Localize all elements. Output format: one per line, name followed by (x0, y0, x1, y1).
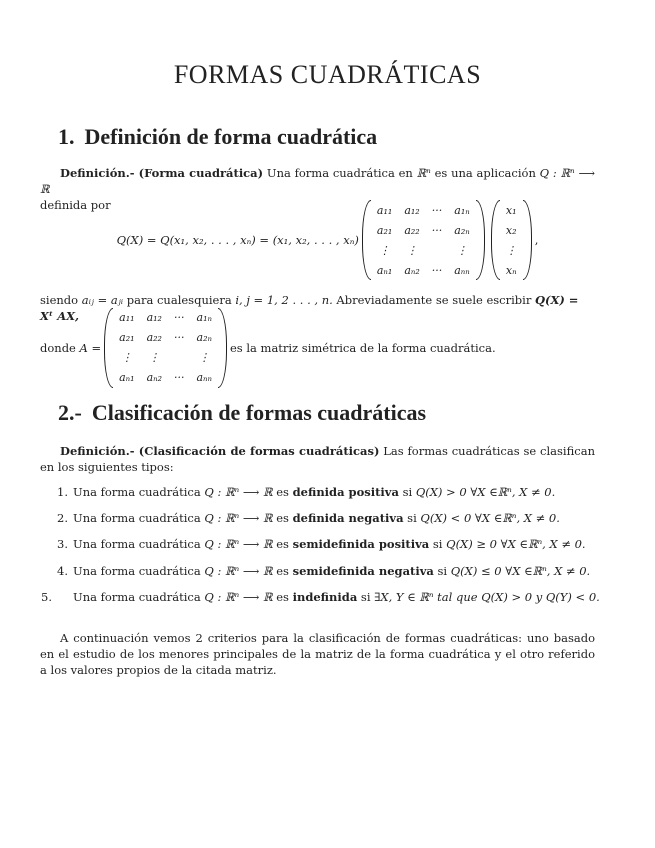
text: Una forma cuadrática (73, 511, 205, 525)
condition: ∃X, Y ∈ ℝⁿ tal que Q(X) > 0 y Q(Y) < 0. (374, 590, 600, 604)
variable-vector (491, 200, 532, 280)
coefficient-matrix (362, 200, 485, 280)
section-number: 1. (58, 124, 75, 149)
quadratic-form-equation (0, 200, 655, 280)
matrix-entry: a₂ₙ (196, 331, 212, 344)
item-number: 3. (57, 537, 68, 551)
list-item (41, 589, 611, 605)
matrix-entry: a₁₂ (404, 203, 420, 217)
form-type: indefinida (292, 590, 358, 604)
text: Una forma cuadrática (73, 564, 205, 578)
matrix-entry: aₙₙ (454, 263, 470, 277)
text: es la matriz simétrica de la forma cuadrática. (229, 341, 496, 355)
text: siendo (40, 293, 82, 307)
comma: , (534, 233, 539, 247)
list-item (57, 563, 595, 579)
matrix-entry (168, 348, 191, 368)
math: ℝⁿ (416, 166, 431, 180)
matrix-entry: ··· (174, 371, 185, 384)
text: es (272, 537, 293, 551)
text: es (272, 511, 293, 525)
matrix-definition (40, 308, 595, 388)
text: Abreviadamente se suele escribir (332, 293, 535, 307)
form-type: semidefinida positiva (292, 537, 430, 551)
matrix-entry: a₁ₙ (454, 203, 470, 217)
matrix-entry: a₂₂ (146, 331, 162, 344)
definition-label: Definición.- (Forma cuadrática) (60, 166, 264, 180)
matrix-entry: aₙ₂ (146, 371, 162, 384)
matrix-entry: x₂ (505, 223, 517, 237)
math: Q : ℝⁿ ⟶ ℝ (204, 485, 273, 499)
matrix-entry: aₙ₂ (404, 263, 420, 277)
matrix-entry: a₂ₙ (454, 223, 470, 237)
text: donde (40, 341, 76, 355)
definition-2 (40, 443, 595, 475)
matrix-entry: a₁₁ (376, 203, 393, 217)
section-2-heading (58, 400, 426, 426)
condition: Q(X) ≥ 0 ∀X ∈ℝⁿ, X ≠ 0. (446, 537, 586, 551)
matrix-entry: ⋮ (148, 351, 160, 364)
math: Q : ℝⁿ ⟶ ℝ (204, 590, 273, 604)
matrix-entry: ··· (431, 203, 443, 217)
item-number: 5. (41, 590, 52, 604)
matrix-entry: aₙₙ (196, 371, 212, 384)
form-type: semidefinida negativa (292, 564, 434, 578)
matrix-entry: ⋮ (121, 351, 133, 364)
list-item (57, 510, 595, 526)
item-number: 4. (57, 564, 68, 578)
text: Una forma cuadrática (73, 485, 205, 499)
matrix-entry: xₙ (505, 263, 517, 277)
text: es una aplicación (430, 166, 540, 180)
condition: Q(X) ≤ 0 ∀X ∈ℝⁿ, X ≠ 0. (450, 564, 591, 578)
math: A = (79, 341, 102, 355)
math: Q : ℝⁿ ⟶ ℝ (204, 511, 273, 525)
text: si (403, 511, 421, 525)
list-item (57, 484, 595, 500)
text: si (357, 590, 375, 604)
condition: Q(X) > 0 ∀X ∈ℝⁿ, X ≠ 0. (415, 485, 556, 499)
document-title: FORMAS CUADRÁTICAS (173, 60, 482, 89)
text: para cualesquiera (123, 293, 236, 307)
definition-label: Definición.- (Clasificación de formas cuadráticas) (60, 444, 380, 458)
math: Q : ℝⁿ ⟶ ℝ (204, 537, 273, 551)
matrix-entry (426, 240, 449, 260)
text: Una forma cuadrática (73, 537, 205, 551)
matrix-entry: ··· (174, 331, 185, 344)
matrix-entry: a₂₁ (119, 331, 135, 344)
condition: Q(X) < 0 ∀X ∈ℝⁿ, X ≠ 0. (420, 511, 560, 525)
matrix-entry: ··· (174, 311, 185, 324)
matrix-entry: ⋮ (456, 243, 468, 257)
text: Las formas cuadráticas se clasifican en los siguientes tipos: (40, 444, 595, 474)
matrix-entry: a₂₁ (376, 223, 393, 237)
math: Q : ℝⁿ ⟶ ℝ (40, 166, 595, 196)
text: es (272, 564, 293, 578)
text: definida por (40, 198, 111, 212)
math: Q : ℝⁿ ⟶ ℝ (204, 564, 273, 578)
matrix-entry: a₁₁ (119, 311, 135, 324)
equation-lhs: Q(X) = Q(x₁, x₂, . . . , xₙ) = (x₁, x₂, . . . , xₙ) (116, 233, 359, 247)
section-number: 2.- (58, 400, 82, 425)
text: Una forma cuadrática en (266, 166, 417, 180)
section-1-heading (58, 124, 377, 150)
text: si (433, 564, 451, 578)
matrix-entry: ⋮ (505, 243, 517, 257)
matrix-entry: ⋮ (379, 243, 391, 257)
math: Q(X) = Xᵗ AX, (40, 293, 579, 323)
item-number: 2. (57, 511, 68, 525)
matrix-entry: aₙ₁ (119, 371, 135, 384)
matrix-entry: a₂₂ (404, 223, 420, 237)
symmetric-matrix (104, 308, 227, 388)
text: si (398, 485, 416, 499)
matrix-entry: a₁₂ (146, 311, 162, 324)
item-number: 1. (57, 485, 68, 499)
form-type: definida negativa (292, 511, 404, 525)
text: Una forma cuadrática (73, 590, 205, 604)
form-type: definida positiva (292, 485, 399, 499)
matrix-entry: ⋮ (406, 243, 418, 257)
math: i, j = 1, 2 . . . , n. (235, 293, 333, 307)
matrix-entry: ··· (431, 263, 443, 277)
matrix-entry: x₁ (505, 203, 517, 217)
list-item (57, 536, 595, 552)
text: si (429, 537, 447, 551)
matrix-entry: aₙ₁ (376, 263, 393, 277)
text: es (272, 590, 293, 604)
math: aᵢⱼ = aⱼᵢ (81, 293, 124, 307)
matrix-entry: a₁ₙ (196, 311, 212, 324)
text: es (272, 485, 293, 499)
closing-paragraph: A continuación vemos 2 criterios para la clasificación de formas cuadráticas: uno basado en el estudio de los menores principales de la matriz de la forma cuadrática y el otro referido a los valores propios de la citada matriz. (40, 631, 595, 677)
matrix-entry: ⋮ (198, 351, 210, 364)
section-title: Definición de forma cuadrática (84, 124, 378, 149)
matrix-entry: ··· (431, 223, 443, 237)
section-title: Clasificación de formas cuadráticas (91, 400, 427, 425)
